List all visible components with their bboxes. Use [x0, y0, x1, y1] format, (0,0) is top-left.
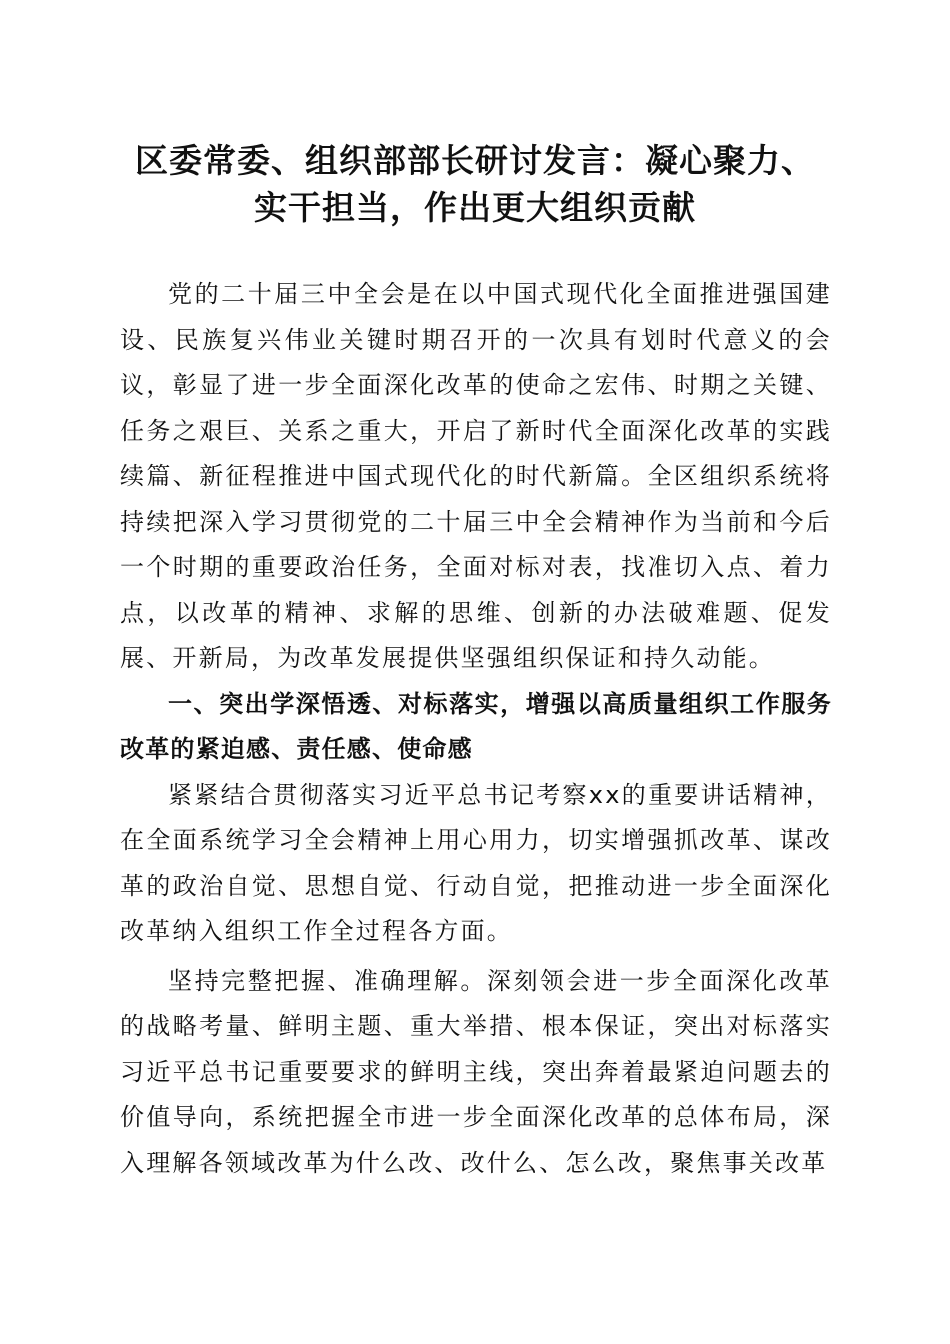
- paragraph-intro: 党的二十届三中全会是在以中国式现代化全面推进强国建设、民族复兴伟业关键时期召开的一次具有划时代意义的会议，彰显了进一步全面深化改革的使命之宏伟、时期之关键、任务之艰巨、关系之重大，开启了新时代全面深化改革的实践续篇、新征程推进中国式现代化的时代新篇。全区组织系统将持续把深入学习贯彻党的二十届三中全会精神作为当前和今后一个时期的重要政治任务，全面对标对表，找准切入点、着力点，以改革的精神、求解的思维、创新的办法破难题、促发展、开新局，为改革发展提供坚强组织保证和持久动能。: [120, 280, 832, 672]
- document-title-line-1: 区委常委、组织部部长研讨发言：凝心聚力、: [135, 141, 815, 180]
- section-heading-1: 一、突出学深悟透、对标落实，增强以高质量组织工作服务改革的紧迫感、责任感、使命感: [120, 689, 832, 763]
- document-body: [120, 272, 832, 1186]
- document-title-line-2: 实干担当，作出更大组织贡献: [254, 188, 696, 227]
- paragraph-section-1-intro: 紧紧结合贯彻落实习近平总书记考察xx的重要讲话精神，在全面系统学习全会精神上用心用力，切实增强抓改革、谋改革的政治自觉、思想自觉、行动自觉，把推动进一步全面深化改革纳入组织工作全过程各方面。: [120, 780, 832, 945]
- paragraph-section-1-point-1: 坚持完整把握、准确理解。深刻领会进一步全面深化改革的战略考量、鲜明主题、重大举措、根本保证，突出对标落实习近平总书记重要要求的鲜明主线，突出奔着最紧迫问题去的价值导向，系统把握全市进一步全面深化改革的总体布局，深入理解各领域改革为什么改、改什么、怎么改，聚焦事关改革: [120, 966, 832, 1177]
